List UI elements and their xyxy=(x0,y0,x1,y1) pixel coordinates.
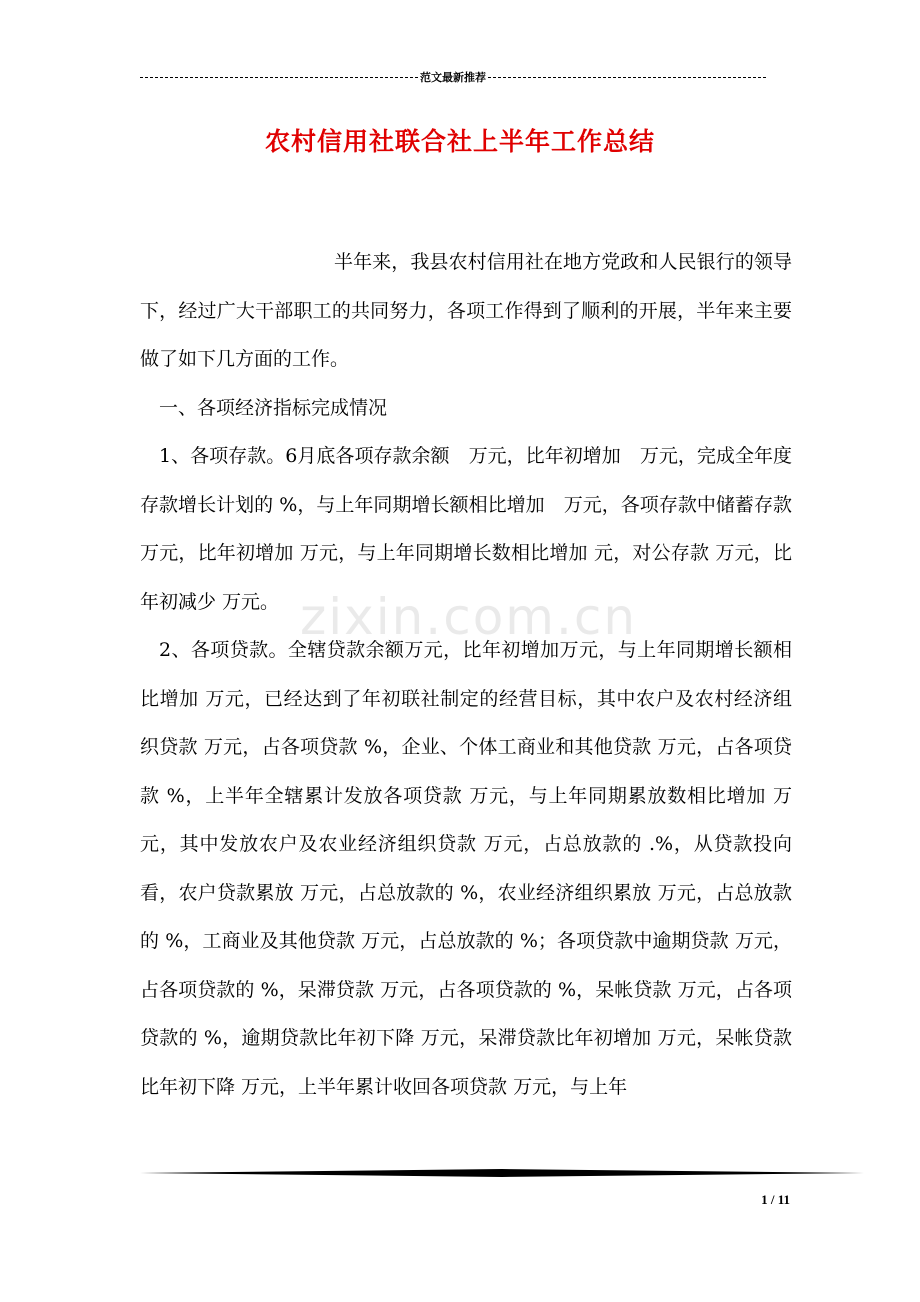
page-number: 1 / 11 xyxy=(761,1192,790,1207)
watermark-logo: zixin.com.cn xyxy=(300,588,638,646)
page-header xyxy=(140,66,766,88)
paragraph-deposits: 1、各项存款。6月底各项存款余额 万元，比年初增加 万元，完成全年度存款增长计划的 %，与上年同期增长额相比增加 万元，各项存款中储蓄存款 万元，比年初增加 万元，与上年同期增长数相比增加 元，对公存款 万元，比年初减少 万元。 xyxy=(140,445,792,613)
document-title: 农村信用社联合社上半年工作总结 xyxy=(264,127,655,156)
paragraph-loans: 2、各项贷款。全辖贷款余额万元，比年初增加万元，与上年同期增长额相比增加 万元，已经达到了年初联社制定的经营目标，其中农户及农村经济组织贷款 万元，占各项贷款 %，企业、个体工商业和其他贷款 万元，占各项贷款 %，上半年全辖累计发放各项贷款 万元，与上年同期累放数相比增加 万元，其中发放农户及农业经济组织贷款 万元，占总放款的 .%，从贷款投向看，农户贷款累放 万元，占总放款的 %，农业经济组织累放 万元，占总放款的 %，工商业及其他贷款 万元，占总放款的 %；各项贷款中逾期贷款 万元，占各项贷款的 %，呆滞贷款 万元，占各项贷款的 %，呆帐贷款 万元，占各项贷款的 %，逾期贷款比年初下降 万元，呆滞贷款比年初增加 万元，呆帐贷款比年初下降 万元，上半年累计收回各项贷款 万元，与上年 xyxy=(140,639,792,1098)
footer-rule xyxy=(140,1166,864,1180)
section-heading: 一、各项经济指标完成情况 xyxy=(159,396,388,419)
paragraph-intro: 半年来，我县农村信用社在地方党政和人民银行的领导下，经过广大干部职工的共同努力，各项工作得到了顺利的开展，半年来主要做了如下几方面的工作。 xyxy=(140,251,792,370)
document-body xyxy=(140,238,792,1111)
header-label: 范文最新推荐 xyxy=(420,71,486,84)
header-dash-right xyxy=(488,77,766,78)
header-dash-left xyxy=(140,77,418,78)
